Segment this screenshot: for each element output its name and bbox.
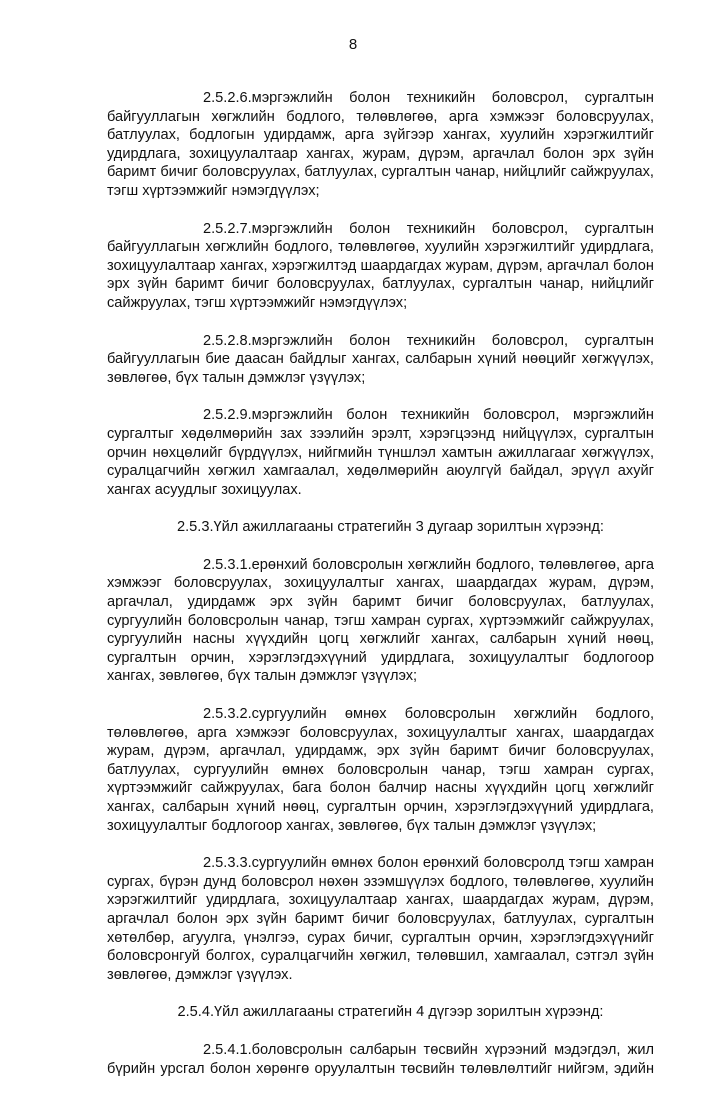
section-heading-2-5-4: 2.5.4.Үйл ажиллагааны стратегийн 4 дүгээр зорилтын хүрээнд: <box>177 1004 604 1021</box>
clause-2-5-4-1: 2.5.4.1.боловсролын салбарын төсвийн хүрээний мэдэгдэл, жил бүрийн урсгал болон хөрөнгө оруулалтын төсвийн төлөвлөлтийг нийгэм, эдийн <box>107 1041 654 1077</box>
clause-2-5-2-9: 2.5.2.9.мэргэжлийн болон техникийн боловсрол, мэргэжлийн сургалтыг хөдөлмөрийн зах зээлийн эрэлт, хэрэгцээнд нийцүүлэх, сургалтын орчин нөхцөлийг бүрдүүлэх, нийгмийн түншлэл хамтын ажиллагааг хөгжүүлэх, суралцагчийн хөгжил хамгаалал, хөдөлмөрийн аюулгүй байдал, эрүүл ахуйг хангах асуудлыг зохицуулах. <box>107 407 654 498</box>
clause-2-5-2-8: 2.5.2.8.мэргэжлийн болон техникийн боловсрол, сургалтын байгууллагын бие даасан байдлыг хангах, салбарын хүний нөөцийг хөгжүүлэх, зөвлөгөө, бүх талын дэмжлэг үзүүлэх; <box>107 332 654 386</box>
document-body <box>107 89 654 1097</box>
section-heading-2-5-3: 2.5.3.Үйл ажиллагааны стратегийн 3 дугаар зорилтын хүрээнд: <box>177 519 604 536</box>
clause-2-5-3-3: 2.5.3.3.сургуулийн өмнөх болон ерөнхий боловсролд тэгш хамран сургах, бүрэн дунд боловсрол нөхөн эзэмшүүлэх бодлого, төлөвлөгөө, хуулийн хэрэгжилтийг удирдлага, зохицуулалтаар хангах, шаардагдах журам, дүрэм, аргачлал болон эрх зүйн баримт бичиг боловсруулах, батлуулах, сургалтын хөтөлбөр, агуулга, үнэлгээ, сурах бичиг, сургалтын орчин, хэрэглэгдэхүүнийг боловсронгуй болгох, суралцагчийн хөгжил, төлөвшил, хамгаалал, сэтгэл зүйн зөвлөгөө, дэмжлэг үзүүлэх. <box>107 855 654 983</box>
clause-2-5-3-1: 2.5.3.1.ерөнхий боловсролын хөгжлийн бодлого, төлөвлөгөө, арга хэмжээг боловсруулах, зохицуулалтыг хангах, шаардагдах журам, дүрэм, аргачлал, удирдамж эрх зүйн баримт бичиг боловсруулах, батлуулах, сургуулийн боловсролын чанар, тэгш хамран сургах, хүртээмжийг сайжруулах, сургуулийн насны хүүхдийн цогц хөгжлийг хангах, салбарын хүний нөөц, сургалтын орчин, хэрэглэгдэхүүний удирдлага, зохицуулалтыг бодлогоор хангах, зөвлөгөө, бүх талын дэмжлэг үзүүлэх; <box>107 556 654 685</box>
clause-2-5-2-6: 2.5.2.6.мэргэжлийн болон техникийн боловсрол, сургалтын байгууллагын хөгжлийн бодлого, төлөвлөгөө, арга хэмжээг боловсруулах, батлуулах, бодлогын удирдамж, арга зүйгээр хангах, хуулийн хэрэгжилтийг удирдлага, зохицуулалтаар хангах, журам, дүрэм, аргачлал болон эрх зүйн баримт бичиг боловсруулах, батлуулах, сургалтын чанар, нийцлийг сайжруулах, тэгш хүртээмжийг нэмэгдүүлэх; <box>107 90 654 199</box>
clause-2-5-3-2: 2.5.3.2.сургуулийн өмнөх боловсролын хөгжлийн бодлого, төлөвлөгөө, арга хэмжээг боловсруулах, зохицуулалтыг хангах, шаардагдах журам, дүрэм, аргачлал, удирдамж, эрх зүйн баримт бичиг боловсруулах, батлуулах, сургуулийн өмнөх боловсролын чанар, тэгш хамран сургах, хүртээмжийг сайжруулах, бага болон балчир насны хүүхдийн цогц хөгжлийг хангах, салбарын хүний нөөц, сургалтын орчин, хэрэглэгдэхүүний удирдлага, зохицуулалтыг бодлогоор хангах, зөвлөгөө, бүх талын дэмжлэг үзүүлэх; <box>107 706 654 834</box>
page-number: 8 <box>348 36 358 53</box>
clause-2-5-2-7: 2.5.2.7.мэргэжлийн болон техникийн боловсрол, сургалтын байгууллагын хөгжлийн бодлого, төлөвлөгөө, хуулийн хэрэгжилтийг удирдлага, зохицуулалтаар хангах, хэрэгжилтэд шаардагдах журам, дүрэм, аргачлал болон эрх зүйн баримт бичиг боловсруулах, батлуулах, сургалтын чанар, нийцлийг сайжруулах, тэгш хүртээмжийг нэмэгдүүлэх; <box>107 220 654 311</box>
